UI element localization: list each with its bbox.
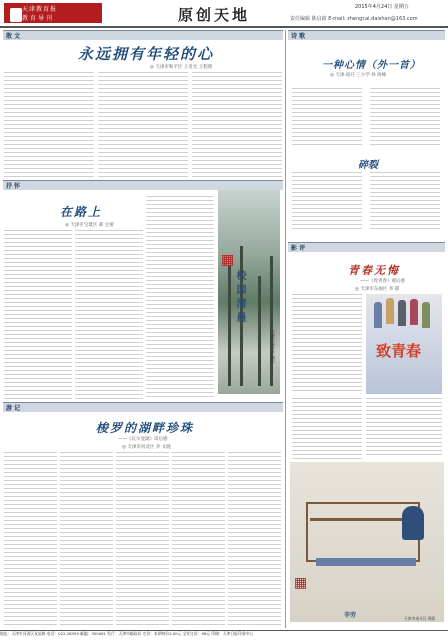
column-divider bbox=[285, 30, 286, 628]
review-text-column-3 bbox=[366, 398, 442, 456]
travel-text-column-1 bbox=[4, 452, 57, 626]
lyric-text-column-3 bbox=[146, 196, 214, 400]
poem-text-column-1 bbox=[292, 88, 362, 148]
travel-text-column-4 bbox=[172, 452, 225, 626]
paper-logo-block bbox=[4, 3, 102, 23]
poem2-text-column-1 bbox=[292, 172, 362, 230]
review-subtitle: ——《致青春》观后感 bbox=[360, 279, 405, 284]
section-header-poetry: 诗 歌 bbox=[288, 30, 445, 40]
article-title-lyric: 在路上 bbox=[60, 205, 103, 219]
weaver-figure bbox=[402, 506, 424, 540]
poster-title: 致青春 bbox=[376, 342, 422, 360]
article-title-essay: 永远拥有年轻的心 bbox=[78, 45, 215, 63]
article-subtitle-travel: ——《瓦尔登湖》读后感 bbox=[118, 437, 168, 442]
essay-text-column-2 bbox=[98, 72, 188, 178]
masthead bbox=[0, 0, 448, 28]
travel-text-column-2 bbox=[60, 452, 113, 626]
travel-text-column-3 bbox=[116, 452, 169, 626]
movie-poster-image bbox=[366, 294, 442, 394]
essay-text-column-1 bbox=[4, 72, 94, 178]
travel-text-column-5 bbox=[228, 452, 281, 626]
footer-info: 地址：天津市河西区友谊路 电话：022-28359 邮编：300061 发行：天津市邮政局 定价：本期每份1.00元 全年订价：96元 印刷：天津日报印务中心 bbox=[0, 630, 448, 641]
review-text-column-1 bbox=[292, 294, 362, 394]
poem-byline: ◎ 天津·南开 三小学 孙 海峰 bbox=[330, 73, 387, 78]
poem-title-2: 碎裂 bbox=[358, 160, 378, 171]
lyric-text-column-2 bbox=[75, 230, 143, 400]
loom-caption: 辛劳 bbox=[344, 612, 357, 619]
article-byline-essay: ◎ 天津市和平区 王奇光 王程现 bbox=[150, 65, 213, 70]
lyric-text-column-1 bbox=[4, 230, 72, 400]
photo-credit: 天津市南开区 摄影 bbox=[271, 330, 276, 364]
campus-morning-photo bbox=[218, 190, 280, 394]
editor-line: 责任编辑 陈启政 E-mail: zhengcai.daishan@163.com bbox=[290, 16, 418, 22]
review-title: 青春无悔 bbox=[348, 264, 400, 277]
essay-text-column-3 bbox=[192, 72, 282, 178]
section-name: 教育导刊 bbox=[22, 15, 55, 22]
section-header-lyric: 抒 怀 bbox=[3, 180, 283, 190]
decorative-seal-icon: ▦ bbox=[221, 252, 235, 268]
paper-name: 天津教育报 bbox=[22, 6, 58, 13]
section-header-essay: 散 文 bbox=[3, 30, 283, 40]
poem2-text-column-2 bbox=[370, 172, 440, 230]
article-title-travel: 梭罗的湖畔珍珠 bbox=[96, 421, 195, 435]
article-byline-travel: ◎ 天津市河北区 李 文晓 bbox=[122, 445, 171, 450]
page-title: 原创天地 bbox=[178, 6, 251, 24]
paper-emblem-icon bbox=[10, 8, 22, 22]
poem-text-column-2 bbox=[370, 88, 440, 148]
section-header-review: 影 评 bbox=[288, 242, 445, 252]
weaving-loom-photo bbox=[290, 462, 444, 622]
review-byline: ◎ 天津市东丽区 李 郁 bbox=[355, 287, 400, 292]
article-byline-lyric: ◎ 天津市宝坻区 郝 宝蕾 bbox=[65, 223, 114, 228]
loom-credit: 天津市南开区 摄影 bbox=[404, 616, 436, 621]
photo-vertical-caption: 校园清晨 bbox=[234, 270, 245, 326]
issue-date: 2015年4月24日 星期五 bbox=[355, 4, 409, 10]
section-header-travel: 游 记 bbox=[3, 402, 283, 412]
decorative-seal-icon-2: ▦ bbox=[294, 575, 308, 591]
poem-title: 一种心情（外一首） bbox=[322, 60, 421, 71]
